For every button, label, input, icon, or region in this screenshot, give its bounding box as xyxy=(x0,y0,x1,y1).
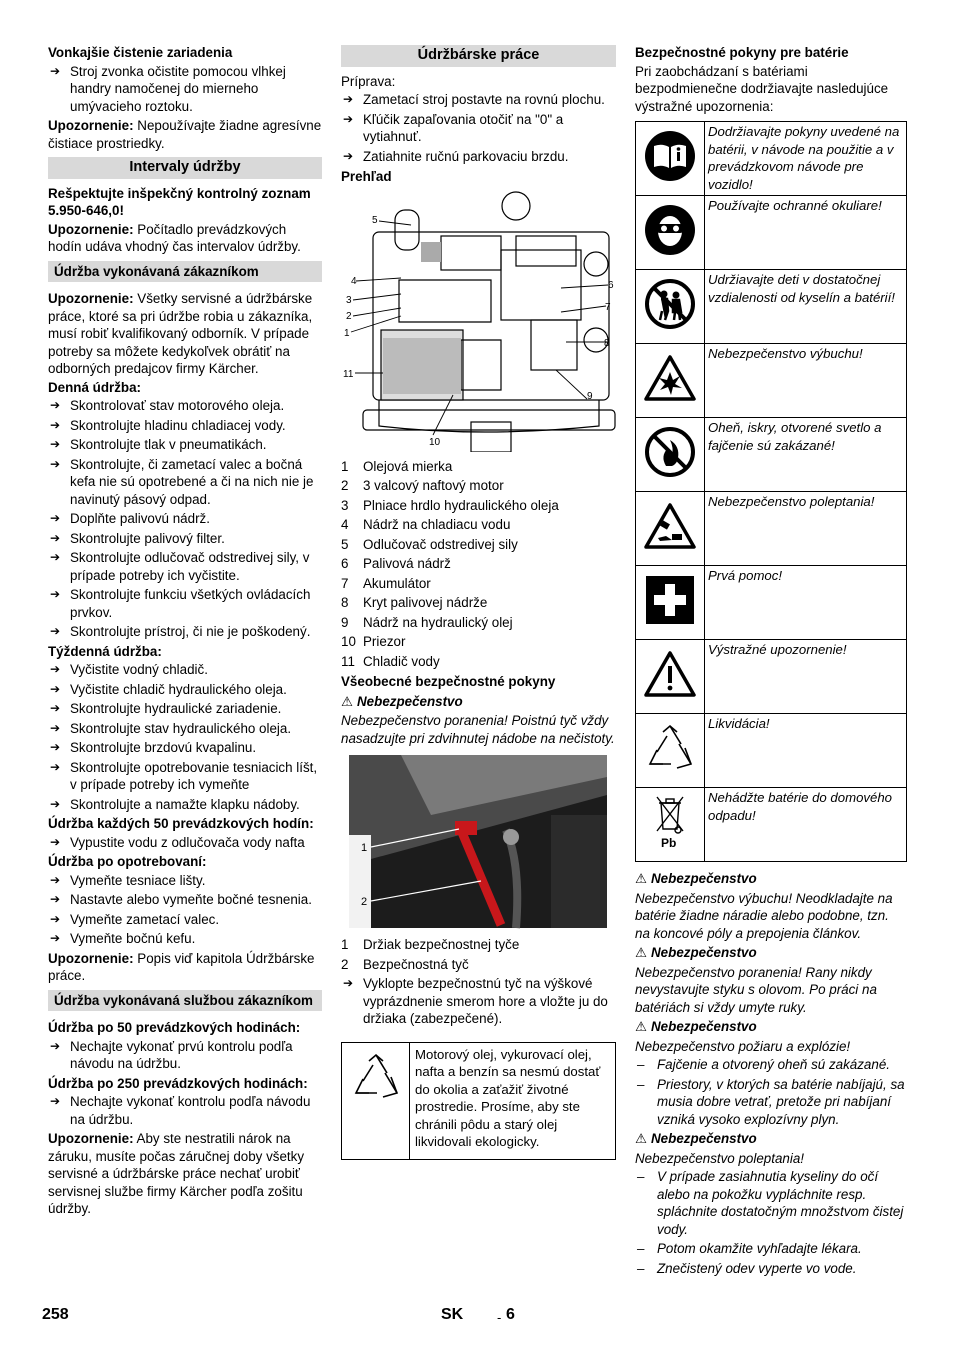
symbol-text: Nebezpečenstvo výbuchu! xyxy=(705,344,907,418)
list-item: ➔ Vyčistite vodný chladič. xyxy=(48,661,322,679)
note-text: Nepoužívajte žiadne agresívne čistiace prostriedky. xyxy=(48,118,322,151)
list-item: – Znečistený odev vyperte vo vode. xyxy=(635,1260,907,1278)
table-row xyxy=(636,566,907,640)
wear-title: Údržba po opotrebovaní: xyxy=(48,854,207,869)
overview-title: Prehľad xyxy=(341,169,392,184)
list-item: 1 Držiak bezpečnostnej tyče xyxy=(341,937,520,952)
recycle-icon xyxy=(342,1043,410,1159)
list-item: ➔ Vyklopte bezpečnostnú tyč na výškové vyprázdnenie smerom hore a vložte ju do držiaka (zabezpečené). xyxy=(341,975,616,1028)
safety-rod-photo xyxy=(341,755,616,930)
manual-icon xyxy=(636,122,705,196)
exterior-note xyxy=(48,117,322,152)
note-text: Popis viď kapitola Údržbárske práce. xyxy=(48,950,315,983)
symbol-text: Prvá pomoc! xyxy=(705,566,907,640)
warning-icon: ⚠ xyxy=(635,872,648,887)
danger-text: Nebezpečenstvo požiaru a explózie! xyxy=(635,1038,851,1054)
note-label: Upozornenie: xyxy=(48,291,134,306)
recycle-icon xyxy=(636,714,705,788)
section-page-number: 6 xyxy=(506,1306,515,1323)
warning-icon: ⚠ xyxy=(635,1132,648,1147)
list-item: 1 Olejová mierka xyxy=(341,458,453,474)
list-item: ➔ Zatiahnite ručnú parkovaciu brzdu. xyxy=(341,148,616,166)
list-item: ➔ Skontrolujte hladinu chladiacej vody. xyxy=(48,417,322,435)
list-item: 10 Priezor xyxy=(341,634,406,649)
note-text: Všetky servisné a údržbárske práce, ktoré sa pri údržbe robia u zákazníka, musí robiť kvalifikovaný odborník. V prípade potreby sa môžete kedykoľvek obrátiť na odborných predajcov firmy Kärcher. xyxy=(48,291,313,376)
list-item: – V prípade zasiahnutia kyseliny do očí alebo na pokožku vypláchnite resp. spláchnite dostatočným množstvom čistej vody. xyxy=(635,1168,907,1238)
h50-title: Údržba každých 50 prevádzkových hodín: xyxy=(48,816,314,831)
exterior-step: ➔ Stroj zvonka očistite pomocou vlhkej handry namočenej do mierneho umývacieho roztoku. xyxy=(48,63,322,116)
list-item: ➔ Vymeňte bočnú kefu. xyxy=(48,930,322,948)
wear-note xyxy=(48,950,322,985)
table-row xyxy=(636,492,907,566)
callout-label: 2 xyxy=(346,310,352,322)
table-row xyxy=(636,640,907,714)
no-children-icon xyxy=(636,270,705,344)
note-label: Upozornenie: xyxy=(48,950,134,966)
table-row xyxy=(636,344,907,418)
list-item: ➔ Skontrolujte odlučovač odstredivej sily, v prípade potreby ich vyčistite. xyxy=(48,549,322,584)
table-row xyxy=(636,196,907,270)
service-header: Údržba vykonávaná službou zákazníkom xyxy=(48,990,322,1012)
exterior-title: Vonkajšie čistenie zariadenia xyxy=(48,45,233,60)
danger-text: Nebezpečenstvo poranenia! Rany nikdy nevystavujte styku s olovom. Po práci na batériách si vždy umyte ruky. xyxy=(635,964,877,1015)
after50-title: Údržba po 50 prevádzkových hodinách: xyxy=(48,1020,301,1035)
list-item: 6 Palivová nádrž xyxy=(341,556,451,571)
list-item: ➔ Skontrolujte opotrebovanie tesniacich líšt, v prípade potreby ich vymeňte xyxy=(48,759,322,794)
list-item: ➔ Skontrolujte hydraulické zariadenie. xyxy=(48,700,322,718)
list-item: – Fajčenie a otvorený oheň sú zakázané. xyxy=(635,1056,907,1074)
warranty-note xyxy=(48,1130,322,1218)
list-item: ➔ Vymeňte tesniace lišty. xyxy=(48,872,322,890)
note-label: Upozornenie: xyxy=(48,1131,134,1146)
language-code: SK xyxy=(441,1306,464,1323)
list-item: 2 Bezpečnostná tyč xyxy=(341,956,469,972)
column-left xyxy=(48,44,322,1219)
list-item: ➔ Skontrolujte stav hydraulického oleja. xyxy=(48,720,322,738)
intervals-header: Intervaly údržby xyxy=(48,157,322,179)
no-bin-icon xyxy=(636,788,705,862)
danger-heading: ⚠ Nebezpečenstvo xyxy=(635,1131,757,1147)
list-item: 9 Nádrž na hydraulický olej xyxy=(341,614,513,630)
callout-label: 1 xyxy=(361,842,368,854)
list-item: 7 Akumulátor xyxy=(341,575,431,591)
list-item: ➔ Vypustite vodu z odlučovača vody nafta xyxy=(48,834,322,852)
list-item: 8 Kryt palivovej nádrže xyxy=(341,595,488,610)
list-item: 2 3 valcový naftový motor xyxy=(341,478,504,493)
symbol-text: Dodržiavajte pokyny uvedené na batérii, v návode na použitie a v prevádzkovom návode pre vozidlo! xyxy=(705,122,907,196)
symbol-text: Udržiavajte deti v dostatočnej vzdialenosti od kyselín a batérií! xyxy=(705,270,907,344)
list-item: 3 Plniace hrdlo hydraulického oleja xyxy=(341,497,559,513)
plan-note xyxy=(48,221,322,256)
list-item: ➔ Zametací stroj postavte na rovnú plochu. xyxy=(341,91,616,109)
list-item: ➔ Doplňte palivovú nádrž. xyxy=(48,510,322,528)
callout-label: 7 xyxy=(605,301,611,313)
symbol-text: Používajte ochranné okuliare! xyxy=(705,196,907,270)
first-aid-icon xyxy=(636,566,705,640)
danger-heading: ⚠ Nebezpečenstvo xyxy=(635,1019,757,1035)
list-item: ➔ Skontrolujte palivový filter. xyxy=(48,530,322,548)
table-row xyxy=(636,270,907,344)
acid-burn-icon xyxy=(636,492,705,566)
note-text: Počítadlo prevádzkových hodín udáva vhodný čas intervalov údržby. xyxy=(48,221,301,254)
danger-heading: ⚠ Nebezpečenstvo xyxy=(341,693,463,710)
page-number: 258 xyxy=(42,1306,69,1323)
column-middle xyxy=(341,44,616,1160)
plan-bold: Rešpektujte inšpekčný kontrolný zoznam 5.950-646,0! xyxy=(48,185,311,218)
list-item: ➔ Nastavte alebo vymeňte bočné tesnenia. xyxy=(48,891,322,909)
note-text: Aby ste nestratili nárok na záruku, musíte počas záručnej doby všetky servisné a údržbárske práce nechať urobiť servisnej službe firmy Kärcher podľa zošitu údržby. xyxy=(48,1131,305,1216)
customer-header: Údržba vykonávaná zákazníkom xyxy=(48,261,322,283)
list-item: ➔ Skontrolujte funkciu všetkých ovládacích prvkov. xyxy=(48,586,322,621)
symbol-text: Nebezpečenstvo poleptania! xyxy=(705,492,907,566)
machine-overview-diagram xyxy=(341,190,616,452)
danger-text: Nebezpečenstvo poranenia! Poistnú tyč vždy nasadzujte pri zdvihnutej nádobe na nečistoty. xyxy=(341,713,615,746)
callout-label: 8 xyxy=(604,337,610,349)
danger-text: Nebezpečenstvo poleptania! xyxy=(635,1150,804,1166)
list-item: ➔ Nechajte vykonať kontrolu podľa návodu na údržbu. xyxy=(48,1093,322,1128)
list-item: ➔ Vymeňte zametací valec. xyxy=(48,911,322,929)
note-label: Upozornenie: xyxy=(48,221,134,237)
symbol-text: Oheň, iskry, otvorené svetlo a fajčenie sú zakázané! xyxy=(705,418,907,492)
list-item: 11 Chladič vody xyxy=(341,653,440,669)
table-row xyxy=(636,418,907,492)
callout-label: 3 xyxy=(346,294,352,306)
symbol-text: Výstražné upozornenie! xyxy=(705,640,907,714)
list-item: – Potom okamžite vyhľadajte lékara. xyxy=(635,1240,907,1258)
list-item: ➔ Skontrolujte, či zametací valec a bočná kefa nie sú opotrebené a či na nich nie je navinutý pásový odpad. xyxy=(48,456,322,509)
list-item: 5 Odlučovač odstredivej sily xyxy=(341,536,518,552)
danger-heading: ⚠ Nebezpečenstvo xyxy=(635,871,757,887)
callout-label: 5 xyxy=(372,214,378,226)
list-item: ➔ Skontrolujte tlak v pneumatikách. xyxy=(48,436,322,454)
safety-title: Všeobecné bezpečnostné pokyny xyxy=(341,674,556,689)
pb-label: Pb xyxy=(661,836,677,851)
prep-title: Príprava: xyxy=(341,73,396,89)
footer-separator: - xyxy=(497,1310,502,1325)
callout-label: 10 xyxy=(429,436,441,448)
list-item: ➔ Skontrolujte a namažte klapku nádoby. xyxy=(48,796,322,814)
explosion-icon xyxy=(636,344,705,418)
list-item: 4 Nádrž na chladiacu vodu xyxy=(341,517,511,532)
list-item: ➔ Skontrolovať stav motorového oleja. xyxy=(48,397,322,415)
list-item: ➔ Skontrolujte prístroj, či nie je poškodený. xyxy=(48,623,322,641)
table-row xyxy=(636,714,907,788)
list-item: ➔ Nechajte vykonať prvú kontrolu podľa návodu na údržbu. xyxy=(48,1038,322,1073)
symbol-text: Nehádžte batérie do domového odpadu! xyxy=(705,788,907,862)
maintenance-header: Údržbárske práce xyxy=(341,45,616,67)
battery-intro: Pri zaobchádzaní s batériami bezpodmienečne dodržiavajte nasledujúce výstražné upozornenia: xyxy=(635,63,889,114)
recycle-note-box xyxy=(341,1042,616,1160)
list-item: – Priestory, v ktorých sa batérie nabíjajú, sa musia dobre vetrať, pretože pri nabíjaní vzniká vysoko explozívny plyn. xyxy=(635,1076,907,1129)
warning-icon: ⚠ xyxy=(341,694,354,710)
recycle-text: Motorový olej, vykurovací olej, nafta a benzín sa nesmú dostať do okolia a zaťažiť životné prostredie. Prosíme, aby ste chránili pôdu a starý olej likvidovali ekologicky. xyxy=(415,1046,601,1149)
warning-icon xyxy=(636,640,705,714)
weekly-title: Týždenná údržba: xyxy=(48,643,162,659)
column-right xyxy=(635,44,907,1279)
danger-heading: ⚠ Nebezpečenstvo xyxy=(635,945,757,961)
danger-text: Nebezpečenstvo výbuchu! Neodkladajte na batérie žiadne náradie alebo podobne, tzn. na koncové póly a prepojenia článkov. xyxy=(635,890,893,941)
list-item: ➔ Skontrolujte brzdovú kvapalinu. xyxy=(48,739,322,757)
battery-symbol-table xyxy=(635,121,907,862)
customer-note xyxy=(48,290,322,378)
warning-icon: ⚠ xyxy=(635,1020,648,1035)
no-fire-icon xyxy=(636,418,705,492)
callout-label: 1 xyxy=(344,327,350,339)
after250-title: Údržba po 250 prevádzkových hodinách: xyxy=(48,1075,308,1091)
warning-icon: ⚠ xyxy=(635,946,648,961)
callout-label: 11 xyxy=(343,368,354,380)
list-item: ➔ Kľúčik zapaľovania otočiť na "0" a vytiahnuť. xyxy=(341,111,616,146)
table-row xyxy=(636,122,907,196)
list-item: ➔ Vyčistite chladič hydraulického oleja. xyxy=(48,681,322,699)
daily-title: Denná údržba: xyxy=(48,379,141,395)
battery-title: Bezpečnostné pokyny pre batérie xyxy=(635,45,849,60)
symbol-text: Likvidácia! xyxy=(705,714,907,788)
callout-label: 6 xyxy=(608,279,614,291)
table-row xyxy=(636,788,907,862)
note-label: Upozornenie: xyxy=(48,118,134,133)
callout-label: 9 xyxy=(587,390,593,402)
callout-label: 4 xyxy=(351,275,357,287)
goggles-icon xyxy=(636,196,705,270)
callout-label: 2 xyxy=(361,896,368,908)
